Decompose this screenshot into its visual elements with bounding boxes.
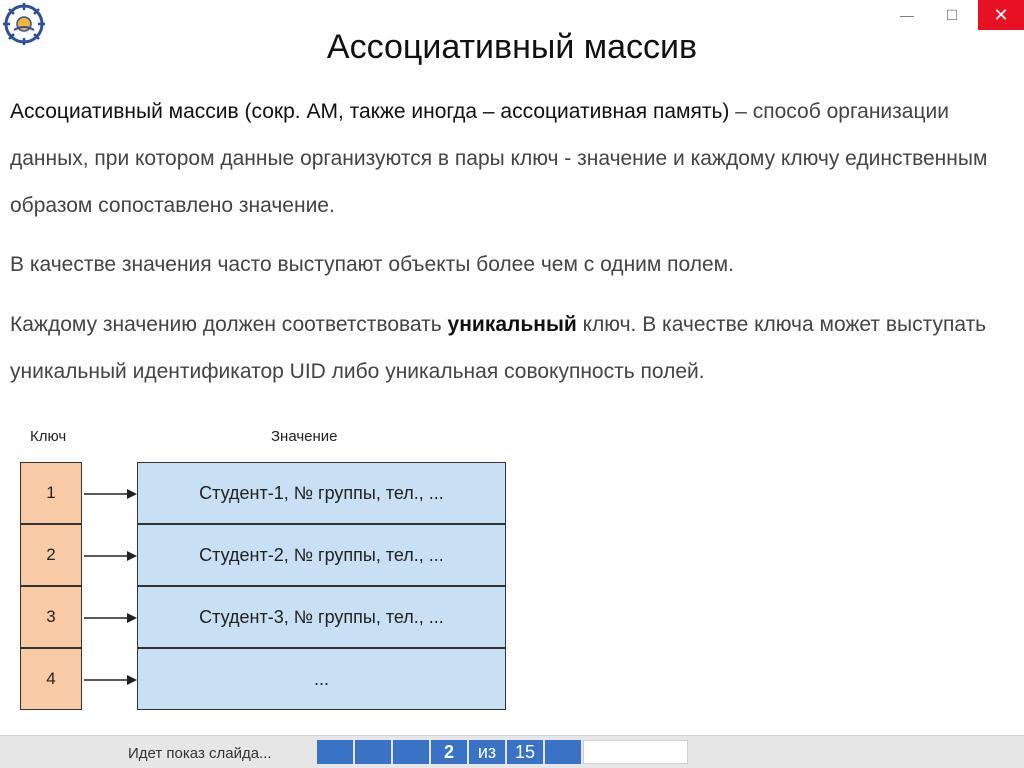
value-cell: Студент-2, № группы, тел., ... (137, 524, 506, 586)
total-pages: 15 (507, 740, 543, 764)
paragraph-definition (10, 88, 1010, 229)
keys-text-bold: уникальный (447, 313, 577, 336)
key-cell: 1 (20, 462, 82, 524)
key-cell: 2 (20, 524, 82, 586)
keys-text-a: Каждому значению должен соответствовать (10, 313, 448, 336)
nav-last-button[interactable] (545, 740, 581, 764)
arrow-icon (82, 549, 137, 563)
keys-text-b: ключ. В качестве ключа может выступать уникальный идентификатор UID либо уникальная совокупность полей. (10, 313, 987, 383)
arrow-icon (82, 611, 137, 625)
minimize-button[interactable] (892, 0, 922, 30)
page-of-label: из (469, 740, 505, 764)
key-column-label: Ключ (30, 428, 67, 445)
slide-progress-bar (583, 740, 688, 764)
paragraph-values: В качестве значения часто выступают объекты более чем с одним полем. (10, 253, 734, 276)
key-cell: 3 (20, 586, 82, 648)
arrow-icon (82, 487, 137, 501)
close-button[interactable] (978, 0, 1024, 30)
nav-next-button[interactable] (393, 740, 429, 764)
value-column-label: Значение (271, 428, 338, 445)
current-page: 2 (431, 740, 467, 764)
close-icon: ✕ (993, 4, 1009, 25)
status-text: Идет показ слайда... (128, 745, 272, 762)
slide-title: Ассоциативный массив (326, 28, 698, 66)
value-cell: Студент-3, № группы, тел., ... (137, 586, 506, 648)
maximize-icon: ☐ (945, 6, 959, 23)
nav-first-button[interactable] (317, 740, 353, 764)
maximize-button[interactable] (937, 0, 967, 30)
key-value-diagram (0, 420, 520, 720)
key-cell: 4 (20, 648, 82, 710)
nav-prev-button[interactable] (355, 740, 391, 764)
definition-term: Ассоциативный массив (сокр. АМ, также иногда – ассоциативная память) (10, 100, 730, 123)
value-cell: ... (137, 648, 506, 710)
arrow-icon (82, 673, 137, 687)
definition-text: – способ организации данных, при котором данные организуются в пары ключ - значение и каждому ключу единственным образом сопоставлено значение. (10, 100, 988, 217)
value-cell: Студент-1, № группы, тел., ... (137, 462, 506, 524)
paragraph-keys (10, 301, 1010, 395)
slideshow-statusbar (0, 735, 1024, 768)
minimize-icon: — (900, 7, 914, 23)
